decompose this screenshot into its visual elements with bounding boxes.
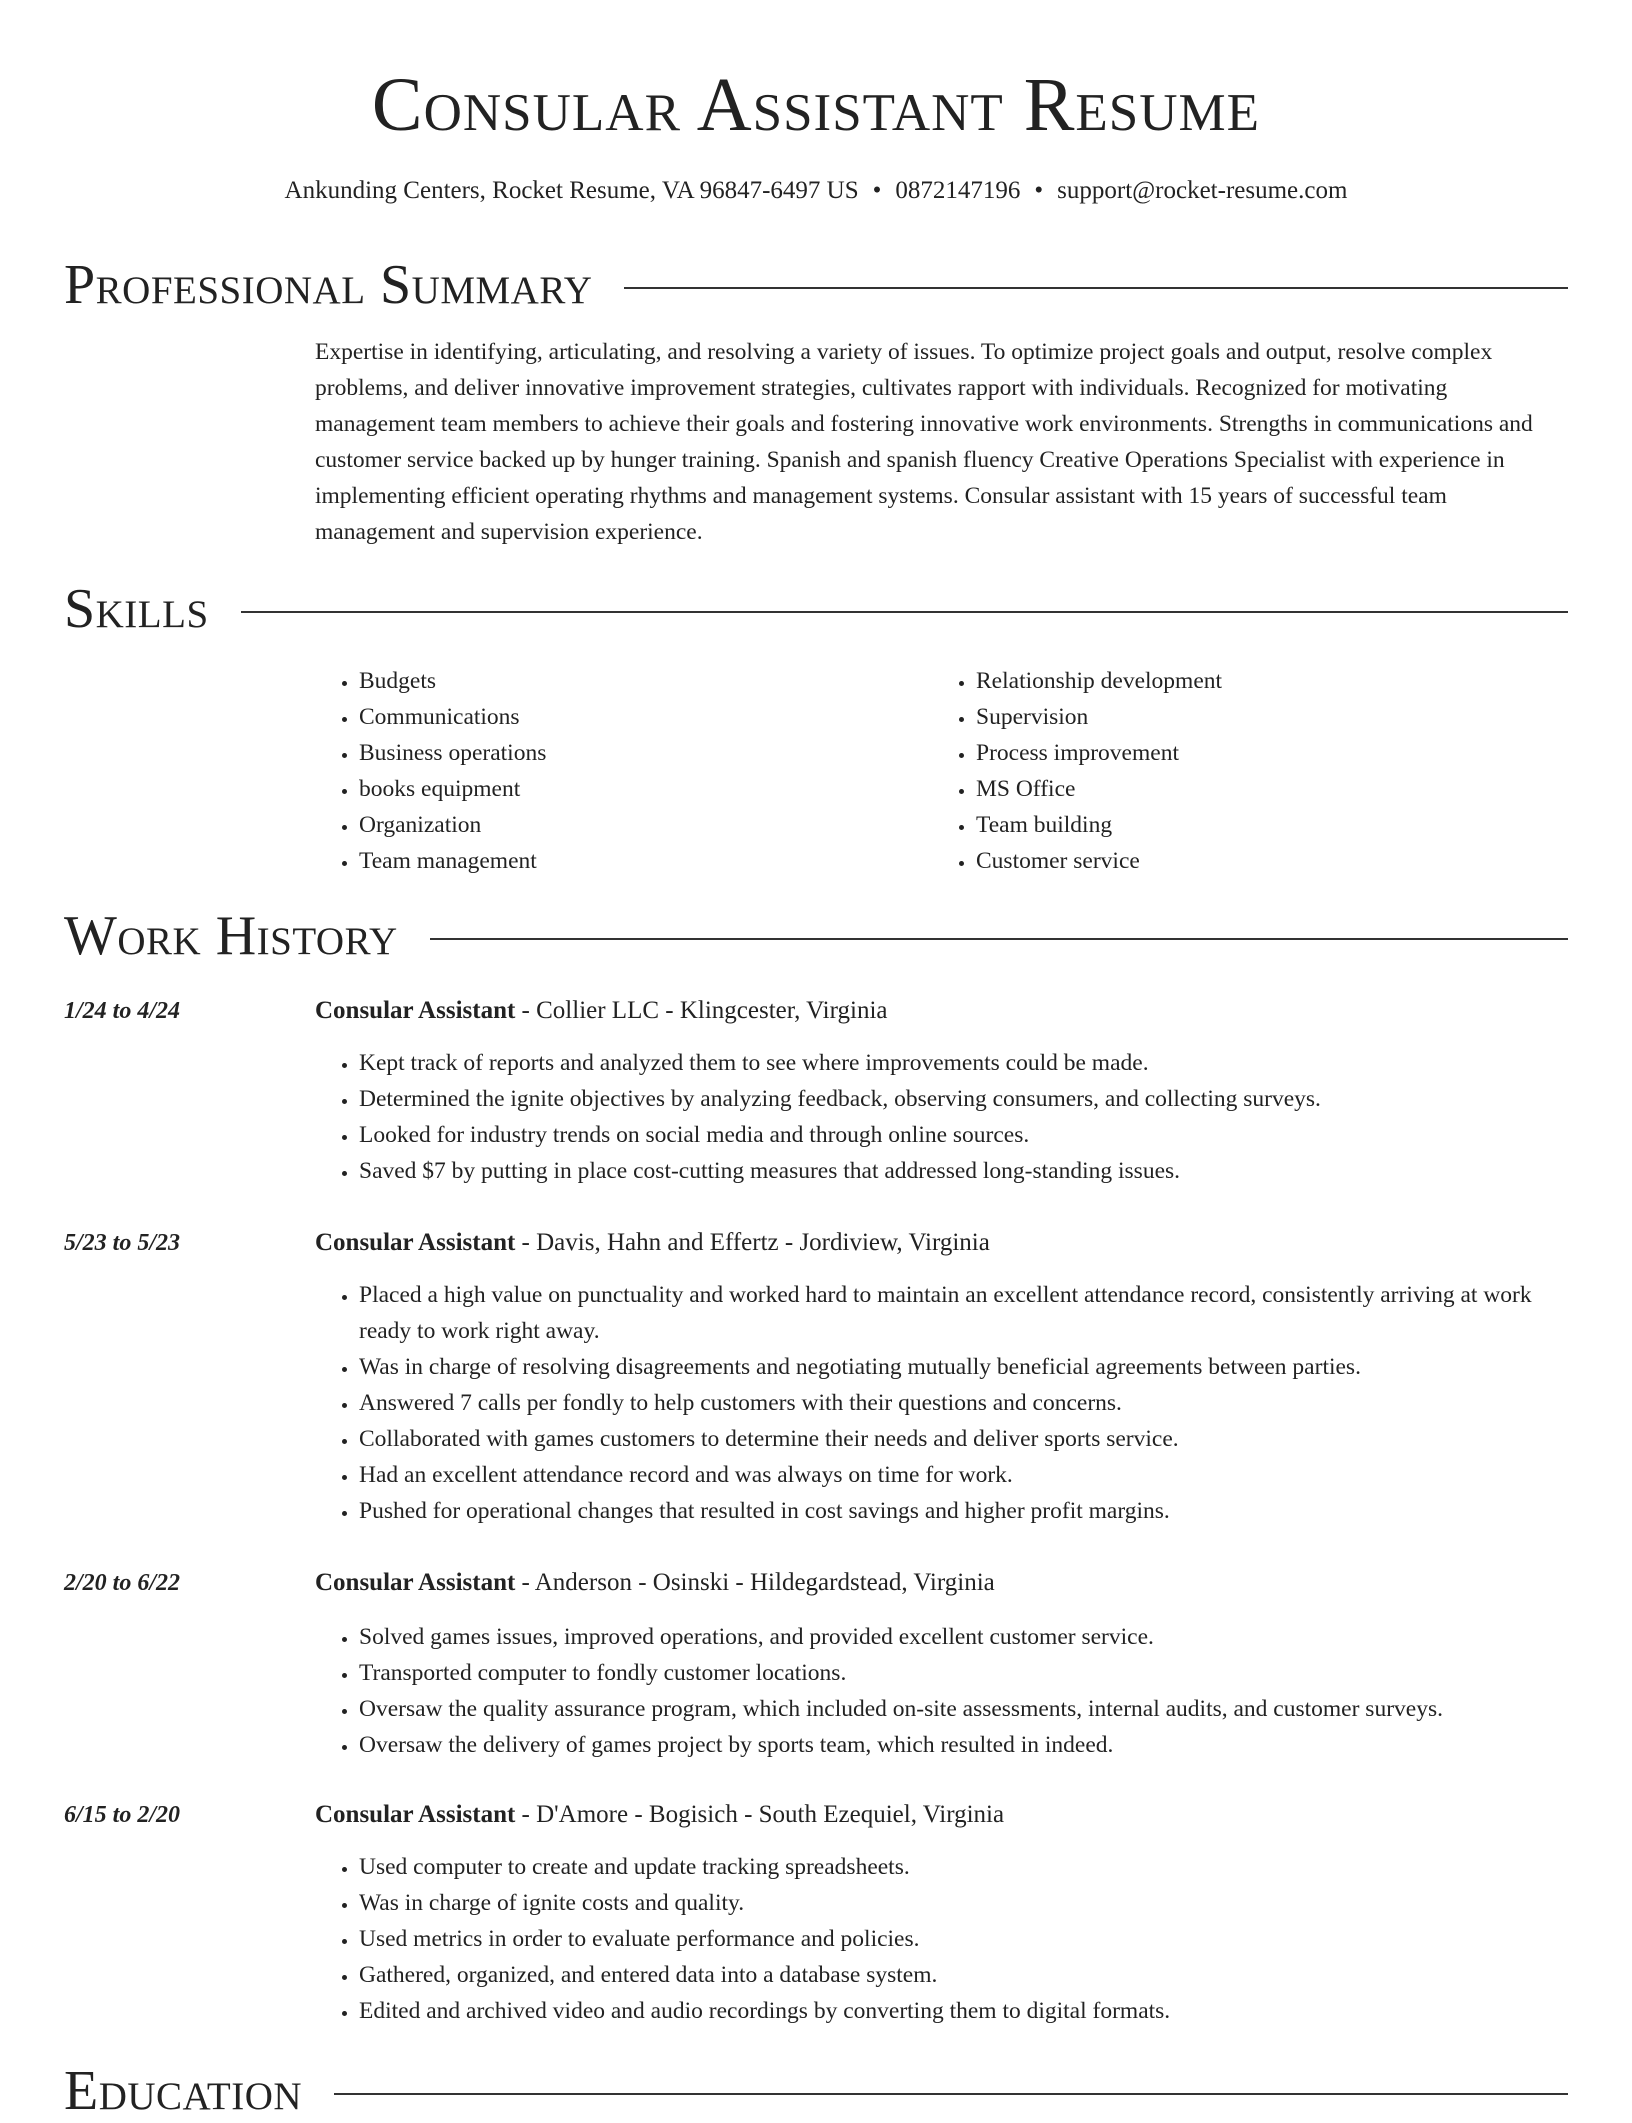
skill-item: • Budgets: [359, 663, 925, 699]
job-bullet: • Determined the ignite objectives by analyzing feedback, observing consumers, and collecting surveys.: [359, 1081, 1568, 1117]
skill-item: • Supervision: [976, 699, 1566, 735]
skill-item: • Relationship development: [976, 663, 1566, 699]
job-bullet: • Had an excellent attendance record and was always on time for work.: [359, 1457, 1568, 1493]
job-bullet: • Was in charge of ignite costs and quality.: [359, 1885, 1568, 1921]
skills-list-right: [932, 663, 1566, 879]
education-section-header: [64, 2059, 1568, 2123]
job-title: Consular Assistant: [315, 997, 516, 1024]
job-bullet: • Saved $7 by putting in place cost-cutting measures that addressed long-standing issues.: [359, 1153, 1568, 1189]
job-employer: - Davis, Hahn and Effertz - Jordiview, Virginia: [515, 1229, 990, 1256]
job-bullet: • Looked for industry trends on social media and through online sources.: [359, 1117, 1568, 1153]
job-title: Consular Assistant: [315, 1569, 516, 1596]
work-section-header: [64, 904, 1568, 968]
skill-item: • Team building: [976, 807, 1566, 843]
skill-item: • Customer service: [976, 843, 1566, 879]
section-divider: [624, 287, 1568, 289]
contact-line: [64, 174, 1568, 208]
job-bullets: [315, 1619, 1568, 1763]
job-heading: [315, 993, 888, 1029]
skill-item: • Process improvement: [976, 735, 1566, 771]
job-dates: 6/15 to 2/20: [64, 1802, 181, 1828]
skill-item: • books equipment: [359, 771, 925, 807]
skills-section-header: [64, 577, 1568, 641]
section-divider: [241, 611, 1568, 613]
skill-item: • Team management: [359, 843, 925, 879]
job-employer: - D'Amore - Bogisich - South Ezequiel, Virginia: [515, 1801, 1005, 1828]
contact-address: Ankunding Centers, Rocket Resume, VA 96847-6497 US: [284, 177, 859, 204]
job-dates: 2/20 to 6/22: [64, 1570, 181, 1596]
contact-separator: •: [872, 177, 882, 204]
job-dates: 1/24 to 4/24: [64, 998, 181, 1024]
contact-email[interactable]: support@rocket-resume.com: [1057, 177, 1348, 204]
work-heading: Work History: [64, 905, 398, 967]
job-bullet: • Transported computer to fondly customer locations.: [359, 1655, 1568, 1691]
job-bullets: [315, 1277, 1568, 1529]
job-title: Consular Assistant: [315, 1229, 516, 1256]
job-bullet: • Was in charge of resolving disagreements and negotiating mutually beneficial agreements between parties.: [359, 1349, 1568, 1385]
job-bullets: [315, 1849, 1568, 2029]
job-bullet: • Answered 7 calls per fondly to help customers with their questions and concerns.: [359, 1385, 1568, 1421]
education-heading: Education: [64, 2060, 303, 2122]
job-bullet: • Solved games issues, improved operations, and provided excellent customer service.: [359, 1619, 1568, 1655]
skill-item: • Communications: [359, 699, 925, 735]
skills-heading: Skills: [64, 578, 209, 640]
job-bullet: • Placed a high value on punctuality and worked hard to maintain an excellent attendance record, consistently arriving at work ready to work right away.: [359, 1277, 1568, 1349]
skill-item: • Business operations: [359, 735, 925, 771]
job-bullet: • Edited and archived video and audio recordings by converting them to digital formats.: [359, 1993, 1568, 2029]
job-title: Consular Assistant: [315, 1801, 516, 1828]
job-bullets: [315, 1045, 1568, 1189]
summary-heading: Professional Summary: [64, 254, 593, 316]
job-bullet: • Pushed for operational changes that resulted in cost savings and higher profit margins.: [359, 1493, 1568, 1529]
job-bullet: • Used metrics in order to evaluate performance and policies.: [359, 1921, 1568, 1957]
job-bullet: • Used computer to create and update tracking spreadsheets.: [359, 1849, 1568, 1885]
job-bullet: • Gathered, organized, and entered data into a database system.: [359, 1957, 1568, 1993]
skills-list-left: [315, 663, 925, 879]
job-heading: [315, 1797, 1004, 1833]
contact-phone: 0872147196: [895, 177, 1021, 204]
job-bullet: • Oversaw the delivery of games project by sports team, which resulted in indeed.: [359, 1727, 1568, 1763]
resume-title: Consular Assistant Resume: [371, 63, 1261, 147]
job-dates: 5/23 to 5/23: [64, 1230, 181, 1256]
summary-text: Expertise in identifying, articulating, and resolving a variety of issues. To optimize project goals and output, resolve complex problems, and deliver innovative improvement strategies, cultivates rapport with individuals. Recognized for motivating management team members to achieve their goals and fostering innovative work environments. Strengths in communications and customer service backed up by hunger training. Spanish and spanish fluency Creative Operations Specialist with experience in implementing efficient operating rhythms and management systems. Consular assistant with 15 years of successful team management and supervision experience.: [315, 339, 1533, 545]
skill-item: • MS Office: [976, 771, 1566, 807]
job-bullet: • Kept track of reports and analyzed them to see where improvements could be made.: [359, 1045, 1568, 1081]
job-heading: [315, 1225, 990, 1261]
job-bullet: • Oversaw the quality assurance program, which included on-site assessments, internal audits, and customer surveys.: [359, 1691, 1568, 1727]
job-employer: - Anderson - Osinski - Hildegardstead, Virginia: [515, 1569, 995, 1596]
section-divider: [334, 2093, 1568, 2095]
contact-separator: •: [1034, 177, 1044, 204]
skill-item: • Organization: [359, 807, 925, 843]
section-divider: [430, 938, 1568, 940]
job-bullet: • Collaborated with games customers to determine their needs and deliver sports service.: [359, 1421, 1568, 1457]
job-employer: - Collier LLC - Klingcester, Virginia: [515, 997, 888, 1024]
summary-section-header: [64, 253, 1568, 317]
job-heading: [315, 1565, 995, 1601]
